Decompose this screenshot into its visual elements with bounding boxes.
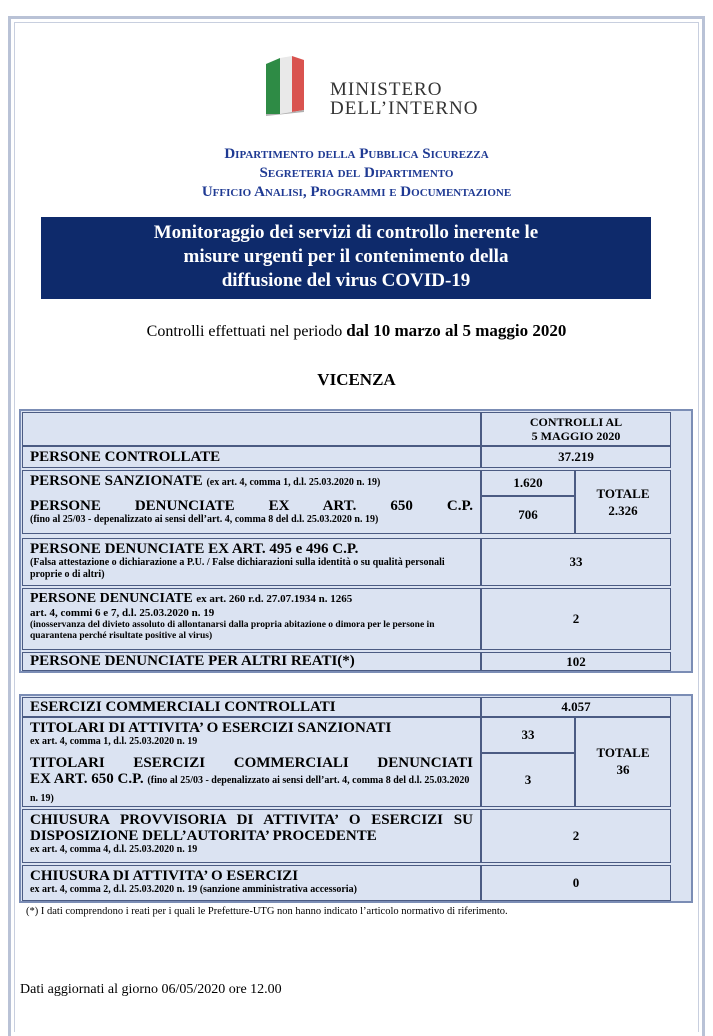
persone-controllate-label: PERSONE CONTROLLATE — [22, 446, 481, 468]
titolari-sanzionati-title: TITOLARI DI ATTIVITA’ O ESERCIZI SANZIONATI — [30, 720, 392, 736]
chiusura-provvisoria-subtitle: DISPOSIZIONE DELL’AUTORITA’ PROCEDENTE — [30, 828, 377, 844]
column-header-line1: CONTROLLI AL — [529, 415, 623, 429]
updated-date: Dati aggiornati al giorno 06/05/2020 ore 12.00 — [20, 982, 282, 997]
banner-line-3: diffusione del virus COVID-19 — [221, 270, 471, 291]
department-line-1: Dipartimento della Pubblica Sicurezza — [224, 146, 489, 162]
chiusura-label — [22, 865, 481, 901]
persone-denunciate-650-title: PERSONE DENUNCIATE EX ART. 650 C.P. — [30, 498, 473, 514]
titolari-sanzionati-label — [22, 717, 481, 753]
altri-reati-label: PERSONE DENUNCIATE PER ALTRI REATI(*) — [22, 652, 481, 671]
column-header — [481, 412, 671, 446]
title-banner — [41, 217, 651, 299]
period-prefix: Controlli effettuati nel periodo — [146, 323, 343, 340]
denunciate-495-note: (Falsa attestazione o dichiarazione a P.U. / False dichiarazioni sulla identità o su qualità personali proprie o di altri) — [30, 557, 445, 580]
totale-esercizi-label: TOTALE — [596, 745, 650, 760]
chiusura-title: CHIUSURA DI ATTIVITA’ O ESERCIZI — [30, 868, 299, 884]
denunciate-495-label — [22, 538, 481, 586]
titolari-denunciati-subtitle-main: EX ART. 650 C.P. — [30, 771, 144, 787]
persone-denunciate-650-label — [22, 496, 481, 534]
header-empty-cell — [22, 412, 481, 446]
totale-esercizi-value: 36 — [616, 762, 630, 777]
totale-persone-cell — [575, 470, 671, 534]
titolari-denunciati-note: (fino al 25/03 - depenalizzato ai sensi dell’art. 4, comma 8 del d.l. 25.03.2020 n. 19) — [30, 775, 470, 804]
chiusura-value: 0 — [481, 865, 671, 901]
chiusura-provvisoria-value: 2 — [481, 809, 671, 863]
period-range: dal 10 marzo al 5 maggio 2020 — [346, 321, 567, 340]
titolari-denunciati-title: TITOLARI ESERCIZI COMMERCIALI DENUNCIATI — [30, 755, 473, 771]
chiusura-provvisoria-title: CHIUSURA PROVVISORIA DI ATTIVITA’ O ESERCIZI SU — [30, 812, 473, 828]
chiusura-note: ex art. 4, comma 2, d.l. 25.03.2020 n. 19 (sanzione amministrativa accessoria) — [30, 884, 357, 895]
column-header-line2: 5 MAGGIO 2020 — [531, 429, 621, 443]
banner-line-1: Monitoraggio dei servizi di controllo inerente le — [153, 222, 539, 243]
persone-sanzionate-label — [22, 470, 481, 496]
chiusura-provvisoria-note: ex art. 4, comma 4, d.l. 25.03.2020 n. 19 — [30, 844, 198, 855]
denunciate-495-title: PERSONE DENUNCIATE EX ART. 495 e 496 C.P. — [30, 541, 359, 557]
totale-persone-label: TOTALE — [596, 486, 650, 501]
titolari-denunciati-label — [22, 753, 481, 807]
denunciate-260-title-tail: ex art. 260 r.d. 27.07.1934 n. 1265 — [196, 593, 353, 605]
persone-controllate-value: 37.219 — [481, 446, 671, 468]
esercizi-controllati-value: 4.057 — [481, 697, 671, 717]
denunciate-495-value: 33 — [481, 538, 671, 586]
chiusura-provvisoria-label — [22, 809, 481, 863]
ministry-name-line2: DELL’INTERNO — [330, 98, 479, 119]
persone-sanzionate-value: 1.620 — [481, 470, 575, 496]
denunciate-260-value: 2 — [481, 588, 671, 650]
banner-line-2: misure urgenti per il contenimento della — [183, 246, 509, 267]
titolari-sanzionati-note: ex art. 4, comma 1, d.l. 25.03.2020 n. 19 — [30, 736, 198, 747]
persone-denunciate-650-note: (fino al 25/03 - depenalizzato ai sensi dell’art. 4, comma 8 del d.l. 25.03.2020 n. 19) — [30, 514, 379, 525]
city-title: VICENZA — [317, 370, 396, 389]
footnote: (*) I dati comprendono i reati per i quali le Prefetture-UTG non hanno indicato l’articolo normativo di riferimento. — [26, 906, 508, 917]
ministry-name — [330, 80, 479, 118]
denunciate-260-line2: art. 4, commi 6 e 7, d.l. 25.03.2020 n. 19 — [30, 607, 215, 619]
department-line-3: Ufficio Analisi, Programmi e Documentazione — [201, 184, 512, 200]
ministry-logo-icon — [256, 54, 314, 118]
persone-denunciate-650-value: 706 — [481, 496, 575, 534]
titolari-denunciati-subtitle — [30, 771, 473, 807]
altri-reati-value: 102 — [481, 652, 671, 671]
totale-esercizi-cell — [575, 717, 671, 807]
period-text — [0, 321, 713, 341]
esercizi-controllati-label: ESERCIZI COMMERCIALI CONTROLLATI — [22, 697, 481, 717]
ministry-name-line1: MINISTERO — [330, 79, 443, 100]
titolari-denunciati-value: 3 — [481, 753, 575, 807]
department-line-2: Segreteria del Dipartimento — [259, 165, 454, 181]
denunciate-260-note: (inosservanza del divieto assoluto di allontanarsi dalla propria abitazione o dimora per le persone in quarantena perché risultate positive al virus) — [30, 620, 435, 641]
denunciate-260-title — [30, 591, 473, 607]
persone-sanzionate-note: (ex art. 4, comma 1, d.l. 25.03.2020 n. 19) — [206, 477, 381, 488]
persone-sanzionate-title: PERSONE SANZIONATE — [30, 473, 203, 489]
denunciate-260-label — [22, 588, 481, 650]
denunciate-260-title-main: PERSONE DENUNCIATE — [30, 591, 193, 606]
titolari-sanzionati-value: 33 — [481, 717, 575, 753]
totale-persone-value: 2.326 — [608, 503, 638, 518]
